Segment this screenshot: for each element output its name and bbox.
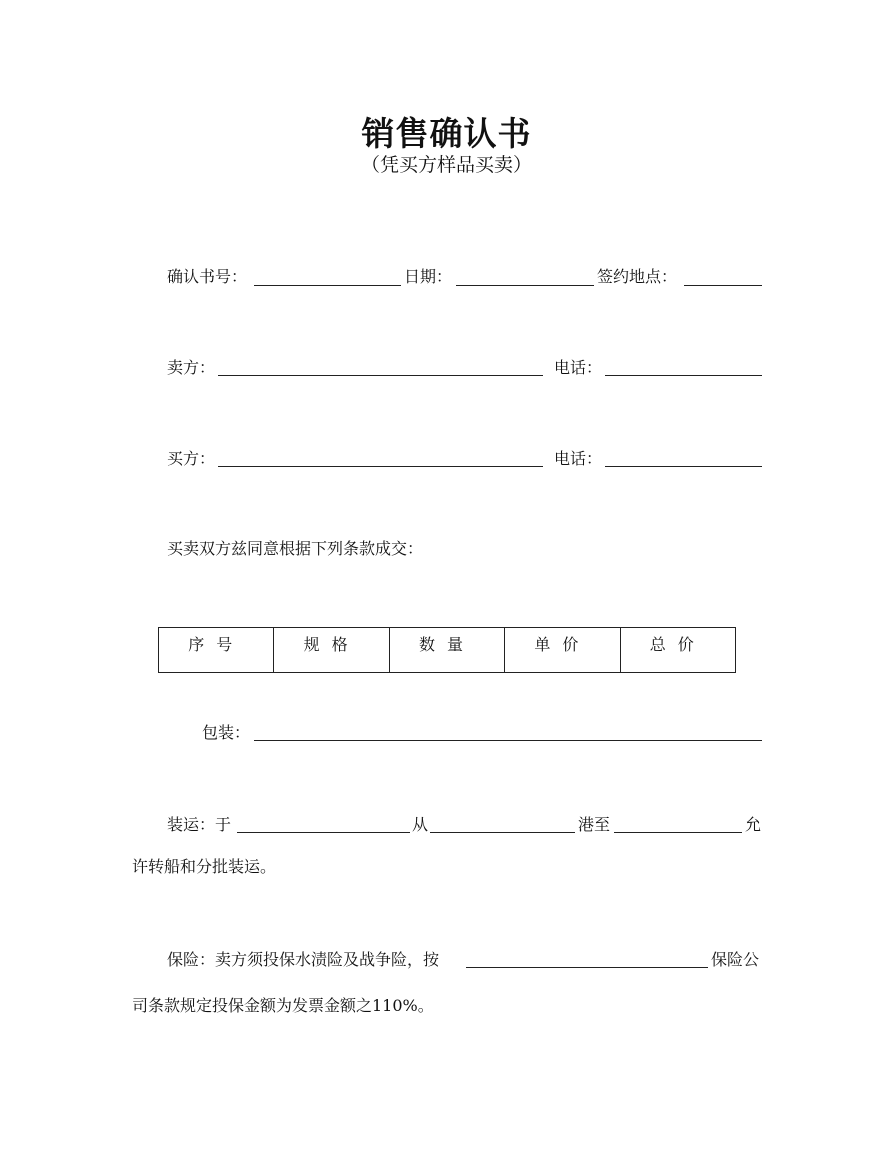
table-header-cell: 总价	[620, 628, 735, 673]
shipment-label: 装运：于	[167, 815, 232, 834]
shipment-time-field[interactable]	[237, 832, 410, 833]
shipment-end-char: 允	[745, 815, 762, 834]
buyer-phone-label: 电话：	[554, 449, 603, 468]
seller-field[interactable]	[218, 375, 543, 376]
shipment-port-to-label: 港至	[578, 815, 611, 834]
place-field[interactable]	[684, 285, 762, 286]
buyer-field[interactable]	[218, 466, 543, 467]
packing-label: 包装：	[202, 723, 251, 742]
confirmation-no-field[interactable]	[254, 285, 401, 286]
insurance-company-field[interactable]	[466, 967, 708, 968]
confirmation-no-label: 确认书号：	[167, 267, 248, 286]
document-title: 销售确认书	[361, 114, 532, 153]
seller-phone-field[interactable]	[605, 375, 762, 376]
buyer-phone-field[interactable]	[605, 466, 762, 467]
shipment-to-port-field[interactable]	[614, 832, 742, 833]
buyer-label: 买方：	[167, 449, 216, 468]
packing-field[interactable]	[254, 740, 762, 741]
agreement-text: 买卖双方兹同意根据下列条款成交：	[167, 539, 424, 558]
table-header-row	[159, 628, 736, 673]
document-subtitle: （凭买方样品买卖）	[360, 154, 532, 176]
date-field[interactable]	[456, 285, 594, 286]
insurance-end-text: 保险公	[711, 950, 760, 969]
insurance-line2: 司条款规定投保金额为发票金额之110%。	[132, 996, 434, 1015]
place-label: 签约地点：	[597, 267, 678, 286]
goods-table	[158, 627, 736, 673]
seller-phone-label: 电话：	[554, 358, 603, 377]
table-header-cell: 数量	[389, 628, 504, 673]
seller-label: 卖方：	[167, 358, 216, 377]
date-label: 日期：	[404, 267, 453, 286]
table-header-cell: 单价	[505, 628, 620, 673]
shipment-line2: 许转船和分批装运。	[132, 857, 277, 876]
insurance-text: 保险：卖方须投保水渍险及战争险，按	[167, 950, 440, 969]
shipment-from-label: 从	[412, 815, 429, 834]
table-header-cell: 规格	[274, 628, 389, 673]
table-header-cell: 序号	[159, 628, 274, 673]
shipment-from-port-field[interactable]	[430, 832, 575, 833]
